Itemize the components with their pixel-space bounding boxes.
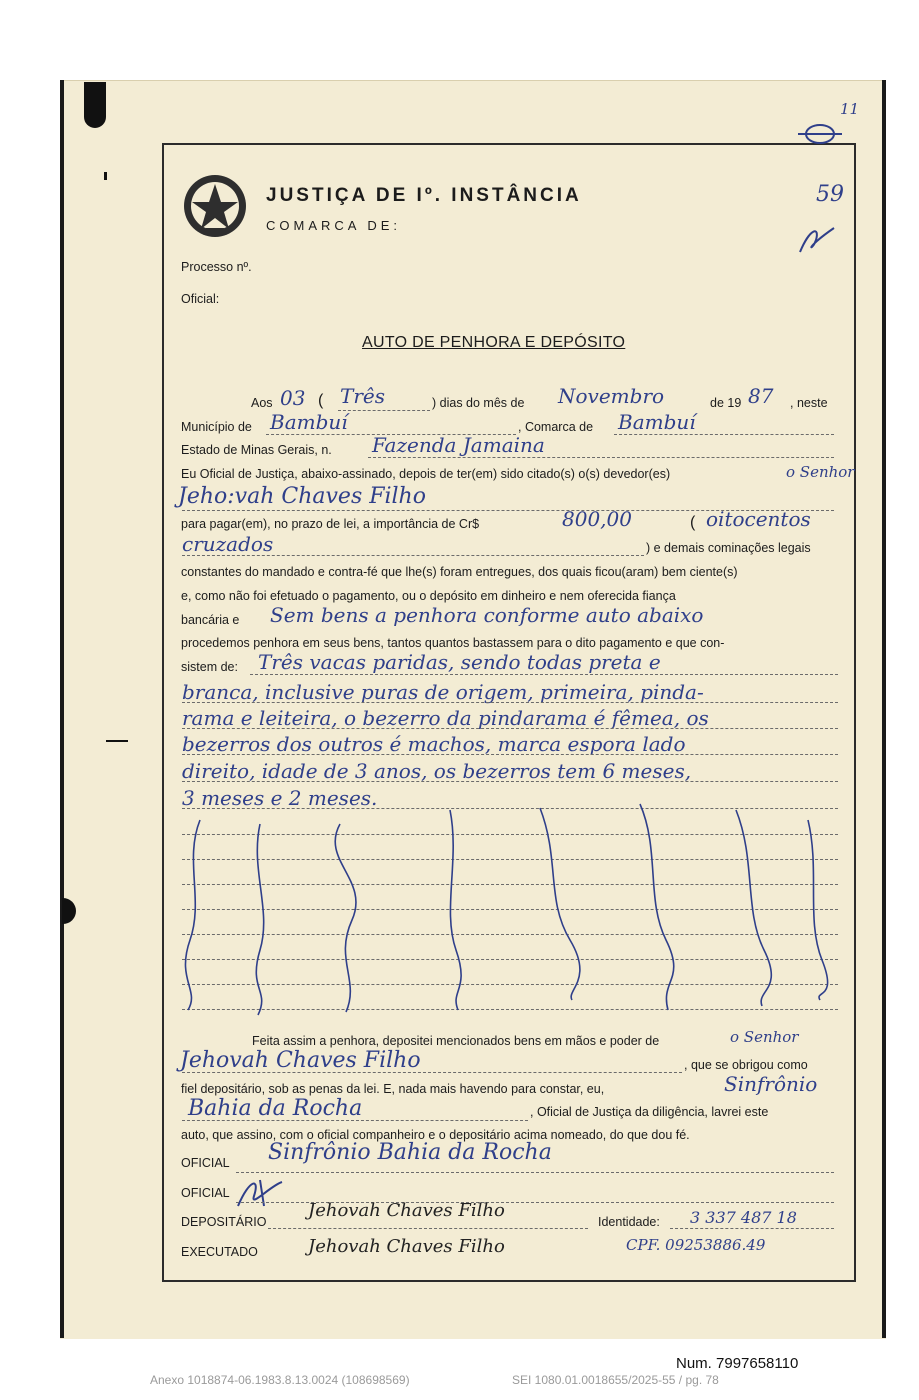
day-words-value: Três: [340, 384, 385, 408]
amount-value: 800,00: [562, 507, 632, 531]
anexo-reference: Anexo 1018874-06.1983.8.13.0024 (108698569): [150, 1373, 410, 1387]
devedor-start-value: o Senhor: [786, 463, 855, 481]
item-rule-4: [182, 754, 838, 755]
depositario-name-value: Jehovah Chaves Filho: [180, 1048, 421, 1073]
month-value: Novembro: [558, 384, 665, 408]
tick-mark-small: [104, 172, 107, 180]
comarca-field-label: , Comarca de: [518, 420, 594, 434]
oficial-label: Oficial:: [181, 292, 220, 306]
bancaria-value: Sem bens a penhora conforme auto abaixo: [270, 603, 704, 627]
que-se-obrigou-text: , que se obrigou como: [684, 1058, 808, 1072]
dias-label: ) dias do mês de: [432, 396, 525, 410]
cancellation-strokes: [180, 800, 840, 1020]
oficial-2-signature-mark: [230, 1176, 290, 1212]
day-value: 03: [280, 386, 306, 410]
bancaria-label: bancária e: [181, 613, 240, 627]
municipio-value: Bambuí: [270, 410, 348, 434]
item-line-3: rama e leiteira, o bezerro da pindarama é fêmea, os: [182, 706, 709, 730]
auto-que-text: auto, que assino, com o oficial companheiro e o depositário acima nomeado, do que dou fé.: [181, 1128, 690, 1142]
tick-mark: [106, 740, 128, 742]
depositario-signature: Jehovah Chaves Filho: [308, 1200, 505, 1221]
comarca-label: COMARCA DE:: [266, 218, 402, 233]
constantes-text: constantes do mandado e contra-fé que lhe(s) foram entregues, dos quais ficou(aram) bem ciente(s): [181, 565, 738, 579]
identidade-rule: [670, 1228, 834, 1229]
amount-words-rule: [182, 555, 644, 556]
procedemos-text: procedemos penhora em seus bens, tantos quantos bastassem para o dito pagamento e que con-: [181, 636, 725, 650]
de-label: de 19: [710, 396, 742, 410]
item-line-1: Três vacas paridas, sendo todas preta e: [258, 650, 661, 674]
comarca-rule: [614, 434, 834, 435]
page-number: 59: [816, 182, 844, 207]
estado-value: Fazenda Jamaina: [372, 433, 545, 457]
item-line-6: 3 meses e 2 meses.: [182, 786, 378, 810]
document-title: AUTO DE PENHORA E DEPÓSITO: [362, 334, 626, 351]
cominacoes-text: ) e demais cominações legais: [646, 541, 811, 555]
identidade-label: Identidade:: [598, 1215, 660, 1229]
executado-signature: Jehovah Chaves Filho: [308, 1236, 505, 1257]
item-line-4: bezerros dos outros é machos, marca espora lado: [182, 732, 686, 756]
depositario-start-value: o Senhor: [730, 1028, 799, 1046]
estado-rule: [368, 457, 834, 458]
paren-open: (: [318, 392, 324, 409]
oficial-1-label: OFICIAL: [181, 1156, 230, 1170]
sei-reference: SEI 1080.01.0018655/2025-55 / pg. 78: [512, 1373, 719, 1387]
depositario-rule: [182, 1072, 682, 1073]
scan-left-edge: [60, 80, 64, 1338]
officer-first-value: Sinfrônio: [724, 1072, 818, 1096]
depositario-sig-rule: [268, 1228, 588, 1229]
oficial-2-label: OFICIAL: [181, 1186, 230, 1200]
item-rule-2: [182, 702, 838, 703]
item-line-5: direito, idade de 3 anos, os bezerros tem 6 meses,: [182, 759, 692, 783]
cpf-value: CPF. 09253886.49: [626, 1236, 766, 1254]
officer-name-value: Bahia da Rocha: [188, 1096, 363, 1121]
punch-mark-top: [84, 82, 106, 128]
estado-label: Estado de Minas Gerais, n.: [181, 443, 332, 457]
municipio-label: Município de: [181, 420, 252, 434]
document-number: Num. 7997658110: [676, 1355, 799, 1372]
devedor-name-value: Jeho:vah Chaves Filho: [178, 484, 426, 509]
neste-label: , neste: [790, 396, 828, 410]
officer-rule: [182, 1120, 528, 1121]
corner-mark: 11: [840, 100, 860, 118]
oficial-1-signature: Sinfrônio Bahia da Rocha: [268, 1140, 552, 1165]
item-line-2: branca, inclusive puras de origem, primeira, pinda-: [182, 680, 704, 704]
processo-label: Processo nº.: [181, 260, 252, 274]
executado-label: EXECUTADO: [181, 1245, 258, 1259]
paren-open-2: (: [690, 514, 696, 531]
day-words-rule: [338, 410, 430, 411]
amount-words-end-value: cruzados: [182, 532, 274, 556]
item-rule-5: [182, 781, 838, 782]
identidade-value: 3 337 487 18: [690, 1208, 797, 1227]
scan-right-edge: [882, 80, 886, 1338]
aos-label: Aos: [251, 396, 273, 410]
amount-words-start-value: oitocentos: [706, 507, 811, 531]
circle-mark-icon: [796, 122, 844, 146]
eu-oficial-text: Eu Oficial de Justiça, abaixo-assinado, depois de ter(em) sido citado(s) o(s) devedor(es): [181, 467, 671, 481]
feita-assim-text: Feita assim a penhora, depositei mencionados bens em mãos e poder de: [252, 1034, 660, 1048]
fiel-depositario-text: fiel depositário, sob as penas da lei. E, nada mais havendo para constar, eu,: [181, 1082, 605, 1096]
e-como-text: e, como não foi efetuado o pagamento, ou o depósito em dinheiro e nem oferecida fiança: [181, 589, 676, 603]
item-rule-3: [182, 728, 838, 729]
coat-of-arms-icon: [180, 172, 250, 240]
oficial-1-rule: [236, 1172, 834, 1173]
court-title: JUSTIÇA DE Iº. INSTÂNCIA: [266, 185, 582, 206]
item-rule-1: [250, 674, 838, 675]
oficial-justica-text: , Oficial de Justiça da diligência, lavrei este: [530, 1105, 769, 1119]
comarca-value: Bambuí: [618, 410, 696, 434]
para-pagar-text: para pagar(em), no prazo de lei, a importância de Cr$: [181, 517, 480, 531]
depositario-label: DEPOSITÁRIO: [181, 1215, 267, 1229]
year-value: 87: [748, 384, 774, 408]
initial-mark-icon: [790, 222, 840, 256]
sistem-de-label: sistem de:: [181, 660, 238, 674]
